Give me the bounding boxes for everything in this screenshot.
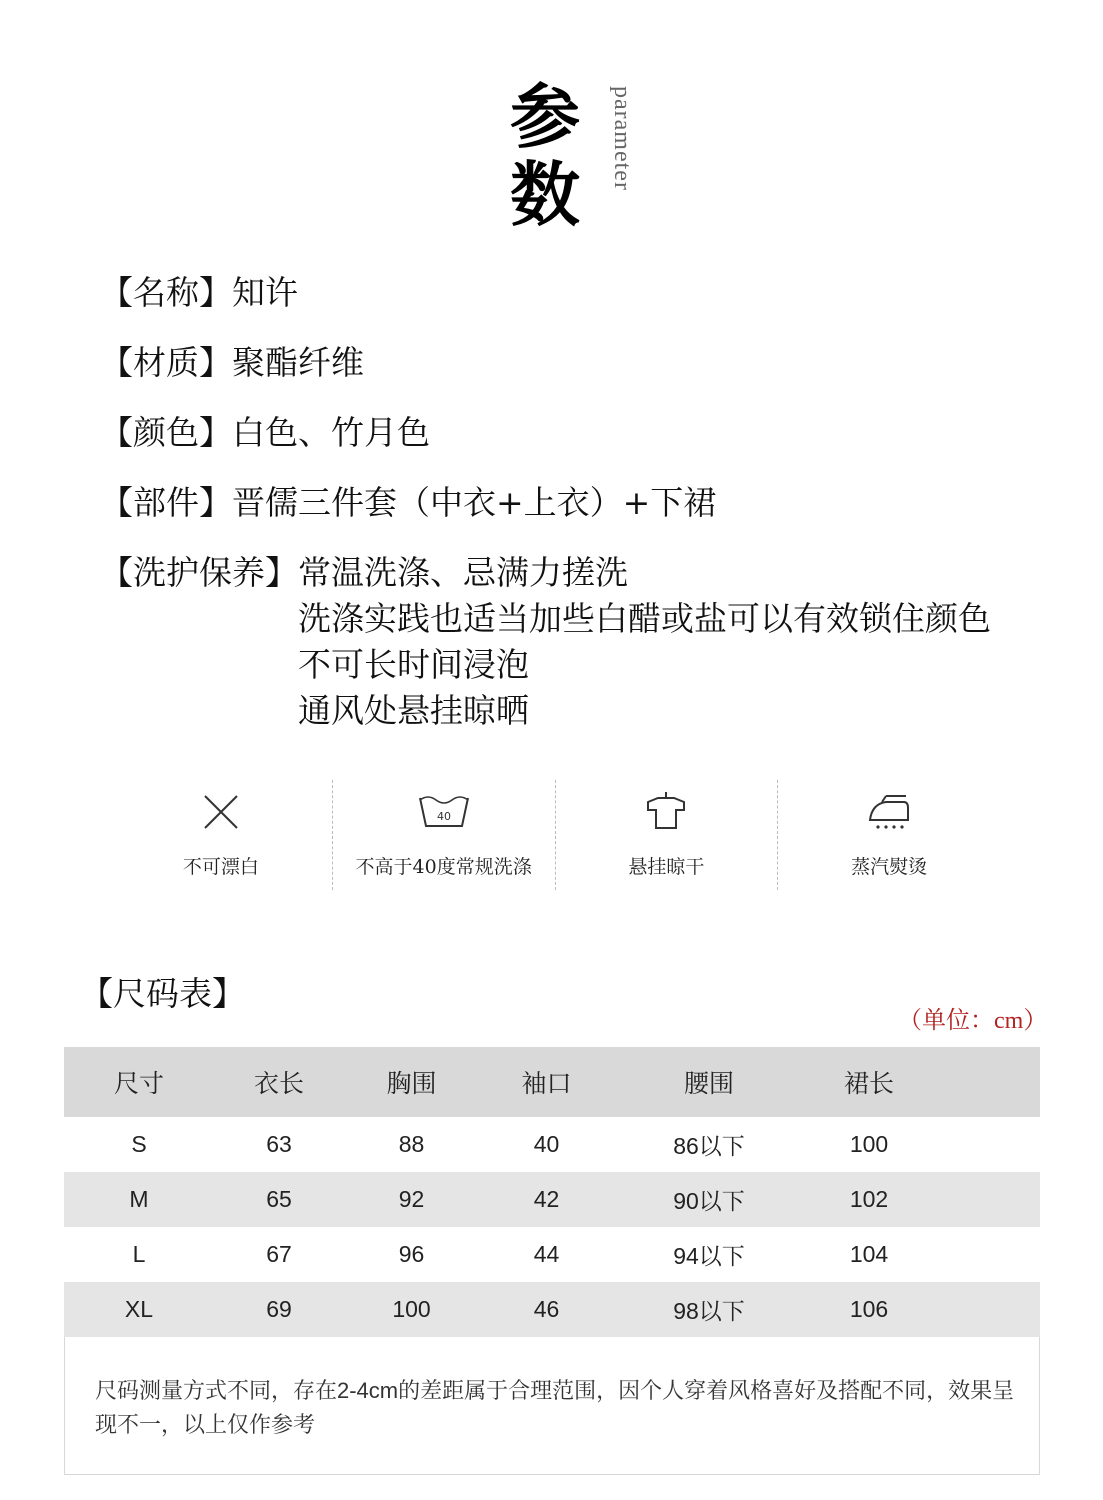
table-header-row	[64, 1047, 1040, 1117]
care-instructions	[298, 550, 991, 734]
hang-dry-icon	[644, 790, 688, 834]
table-cell: 98以下	[614, 1282, 804, 1337]
table-cell: XL	[64, 1282, 214, 1337]
table-header-cell: 裙长	[804, 1047, 934, 1117]
care-line: 常温洗涤、忌满力搓洗	[298, 553, 628, 592]
param-color-row	[100, 410, 1080, 456]
table-cell: 100	[804, 1117, 934, 1172]
table-cell: 63	[214, 1117, 344, 1172]
table-cell: 69	[214, 1282, 344, 1337]
size-chart-title: 【尺码表】	[80, 974, 245, 1013]
table-cell: 67	[214, 1227, 344, 1282]
care-line: 不可长时间浸泡	[298, 645, 529, 684]
title-subtitle: parameter	[609, 86, 635, 191]
table-header-cell: 尺寸	[64, 1047, 214, 1117]
table-header-cell: 腰围	[614, 1047, 804, 1117]
care-icon-strip	[110, 780, 1000, 890]
parameter-list	[100, 270, 1080, 734]
table-cell: M	[64, 1172, 214, 1227]
param-key: 【名称】	[100, 273, 232, 312]
table-cell: 92	[344, 1172, 479, 1227]
table-header-cell: 衣长	[214, 1047, 344, 1117]
table-row	[64, 1282, 1040, 1337]
wash-temp-label: 40	[436, 810, 451, 823]
table-cell: 90以下	[614, 1172, 804, 1227]
table-cell: 44	[479, 1227, 614, 1282]
param-care-row	[100, 550, 1080, 734]
param-name-row	[100, 270, 1080, 316]
table-row	[64, 1227, 1040, 1282]
care-icon-label: 蒸汽熨烫	[851, 856, 928, 878]
param-material-row	[100, 340, 1080, 386]
table-cell: 86以下	[614, 1117, 804, 1172]
table-cell: 40	[479, 1117, 614, 1172]
param-value: 知许	[232, 273, 298, 312]
size-table-container	[64, 1047, 1040, 1475]
table-cell: 106	[804, 1282, 934, 1337]
table-cell: 46	[479, 1282, 614, 1337]
care-line: 洗涤实践也适当加些白醋或盐可以有效锁住颜色	[298, 599, 991, 638]
table-cell: 94以下	[614, 1227, 804, 1282]
param-parts-row	[100, 480, 1080, 526]
param-key: 【洗护保养】	[100, 553, 298, 592]
param-key: 【材质】	[100, 343, 232, 382]
table-cell: L	[64, 1227, 214, 1282]
title-char-2: 数	[510, 153, 580, 236]
care-icon-item	[777, 780, 1000, 890]
table-cell: S	[64, 1117, 214, 1172]
table-row	[64, 1172, 1040, 1227]
param-value: 晋儒三件套（中衣+上衣）+下裙	[232, 483, 717, 522]
size-table	[64, 1047, 1040, 1337]
care-icon-item	[555, 780, 778, 890]
table-cell: 100	[344, 1282, 479, 1337]
page-header	[0, 60, 1103, 240]
steam-iron-icon	[864, 790, 914, 834]
care-icon-label: 不高于40度常规洗涤	[355, 856, 532, 878]
care-icon-label: 不可漂白	[182, 856, 259, 878]
param-key: 【部件】	[100, 483, 232, 522]
table-header-cell: 袖口	[479, 1047, 614, 1117]
care-icon-item	[110, 780, 332, 890]
param-value: 聚酯纤维	[232, 343, 364, 382]
care-icon-item	[332, 780, 555, 890]
table-cell: 42	[479, 1172, 614, 1227]
table-cell: 65	[214, 1172, 344, 1227]
param-value: 白色、竹月色	[232, 413, 430, 452]
param-key: 【颜色】	[100, 413, 232, 452]
table-row	[64, 1117, 1040, 1172]
size-chart-unit: （单位：cm）	[898, 1008, 1048, 1034]
size-chart-note: 尺码测量方式不同，存在2-4cm的差距属于合理范围，因个人穿着风格喜好及搭配不同，效果呈现不一，以上仅作参考	[95, 1378, 1015, 1437]
care-icon-label: 悬挂晾干	[628, 856, 705, 878]
wash-40-icon	[414, 790, 474, 834]
care-line: 通风处悬挂晾晒	[298, 691, 529, 730]
table-cell: 102	[804, 1172, 934, 1227]
table-header-cell: 胸围	[344, 1047, 479, 1117]
title-char-1: 参	[510, 75, 580, 158]
table-cell: 88	[344, 1117, 479, 1172]
no-bleach-icon	[199, 790, 243, 834]
table-cell: 96	[344, 1227, 479, 1282]
table-cell: 104	[804, 1227, 934, 1282]
